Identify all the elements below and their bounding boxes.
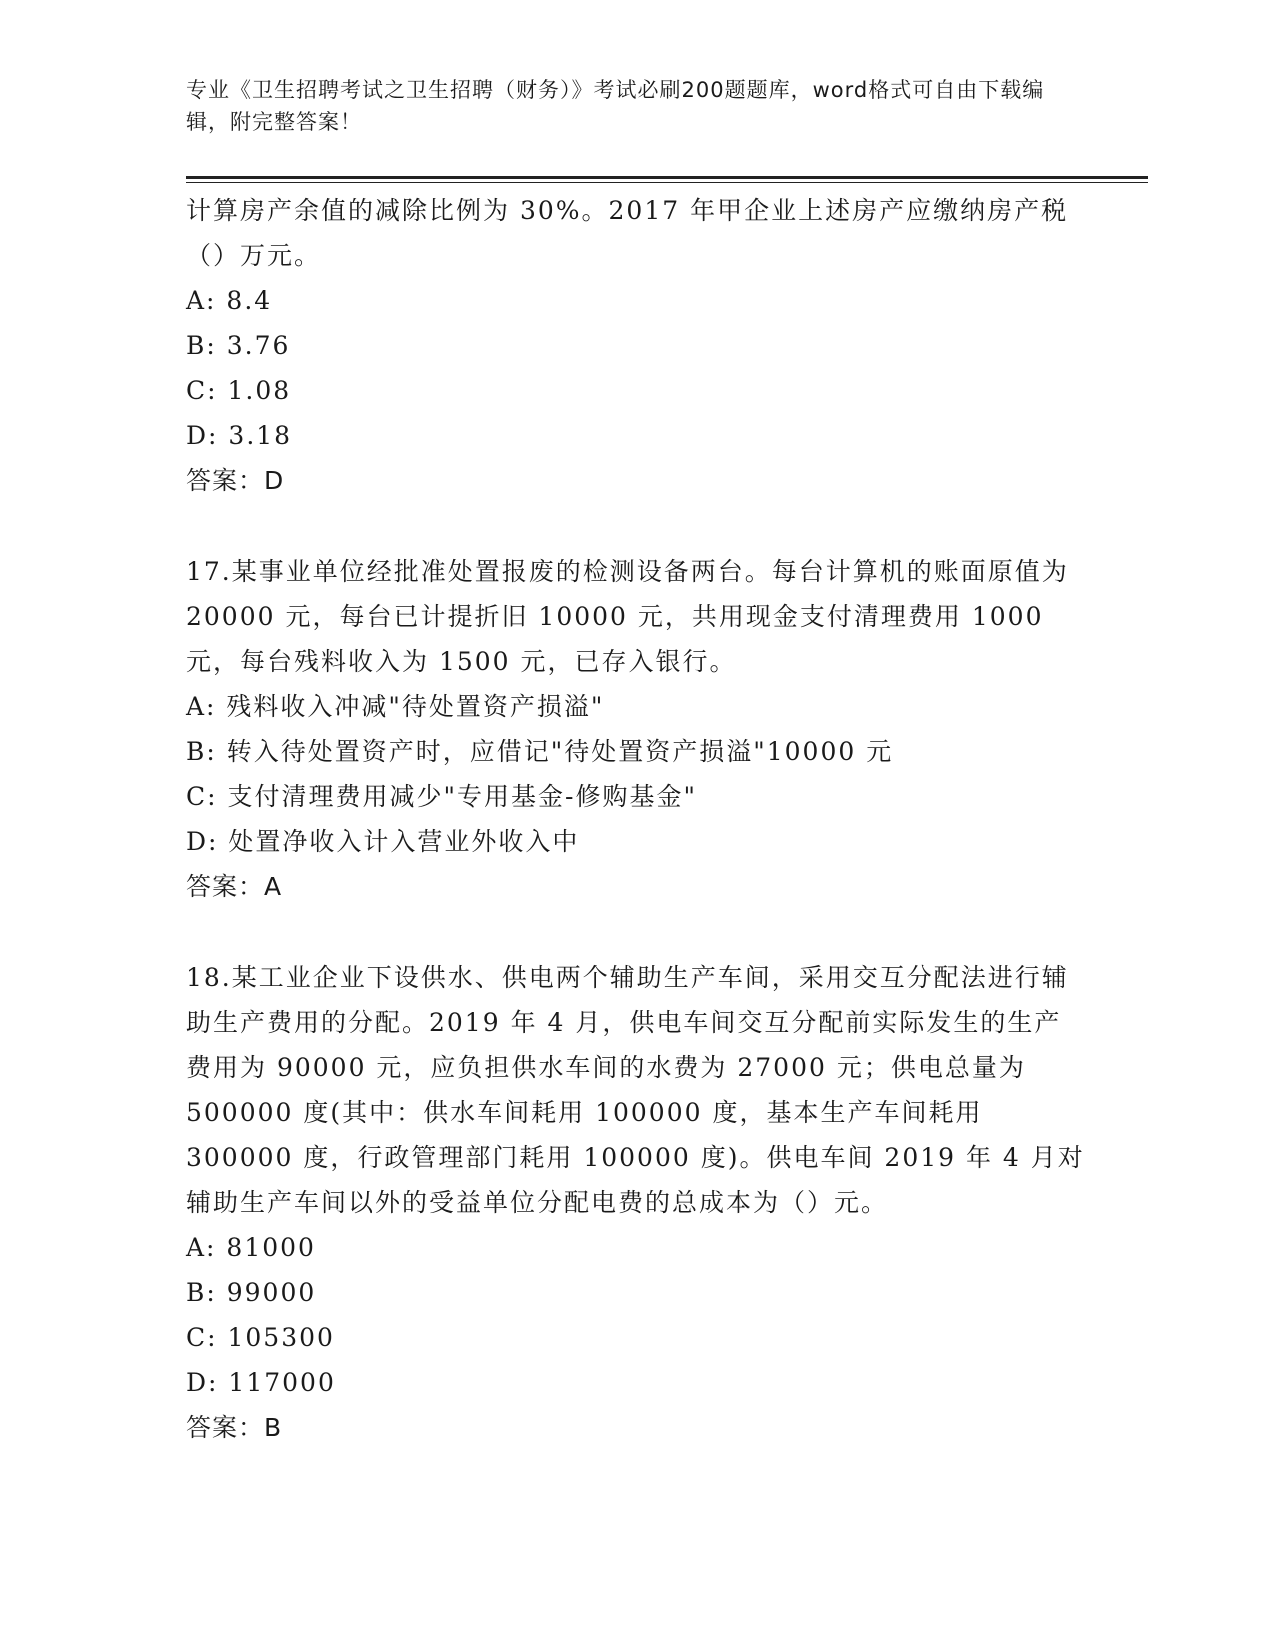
option-c: C: 支付清理费用减少"专用基金-修购基金"	[186, 782, 697, 811]
option-a: A: 残料收入冲减"待处置资产损溢"	[186, 692, 605, 721]
option-b: B: 99000	[186, 1278, 317, 1307]
option-d: D: 3.18	[186, 421, 293, 450]
document-header: 专业《卫生招聘考试之卫生招聘（财务）》考试必刷200题题库，word格式可自由下载编辑，附完整答案！	[186, 78, 1045, 134]
question-17	[186, 549, 1086, 909]
header-divider-thin	[186, 182, 1148, 183]
question-stem: 计算房产余值的减除比例为 30%。2017 年甲企业上述房产应缴纳房产税（）万元。	[186, 196, 1069, 270]
question-18	[186, 955, 1086, 1450]
option-a: A: 8.4	[186, 286, 273, 315]
answer: 答案：D	[186, 466, 285, 495]
option-c: C: 105300	[186, 1323, 335, 1352]
question-stem: 18.某工业企业下设供水、供电两个辅助生产车间，采用交互分配法进行辅助生产费用的分配。2019 年 4 月，供电车间交互分配前实际发生的生产费用为 90000 元，应负担供水车间的水费为 27000 元；供电总量为 500000 度(其中：供水车间耗用 100000 度，基本生产车间耗用 300000 度，行政管理部门耗用 100000 度)。供电车间 2019 年 4 月对辅助生产车间以外的受益单位分配电费的总成本为（）元。	[186, 963, 1085, 1217]
header-divider-thick	[186, 176, 1148, 179]
option-b: B: 3.76	[186, 331, 291, 360]
question-16-continued	[186, 188, 1086, 503]
option-d: D: 处置净收入计入营业外收入中	[186, 827, 580, 856]
option-c: C: 1.08	[186, 376, 292, 405]
option-a: A: 81000	[186, 1233, 316, 1262]
question-stem: 17.某事业单位经批准处置报废的检测设备两台。每台计算机的账面原值为 20000 元，每台已计提折旧 10000 元，共用现金支付清理费用 1000 元，每台残料收入为 1500 元，已存入银行。	[186, 557, 1069, 676]
answer: 答案：B	[186, 1413, 283, 1442]
option-b: B: 转入待处置资产时，应借记"待处置资产损溢"10000 元	[186, 737, 894, 766]
answer: 答案：A	[186, 872, 283, 901]
option-d: D: 117000	[186, 1368, 336, 1397]
question-list	[186, 188, 1086, 1496]
